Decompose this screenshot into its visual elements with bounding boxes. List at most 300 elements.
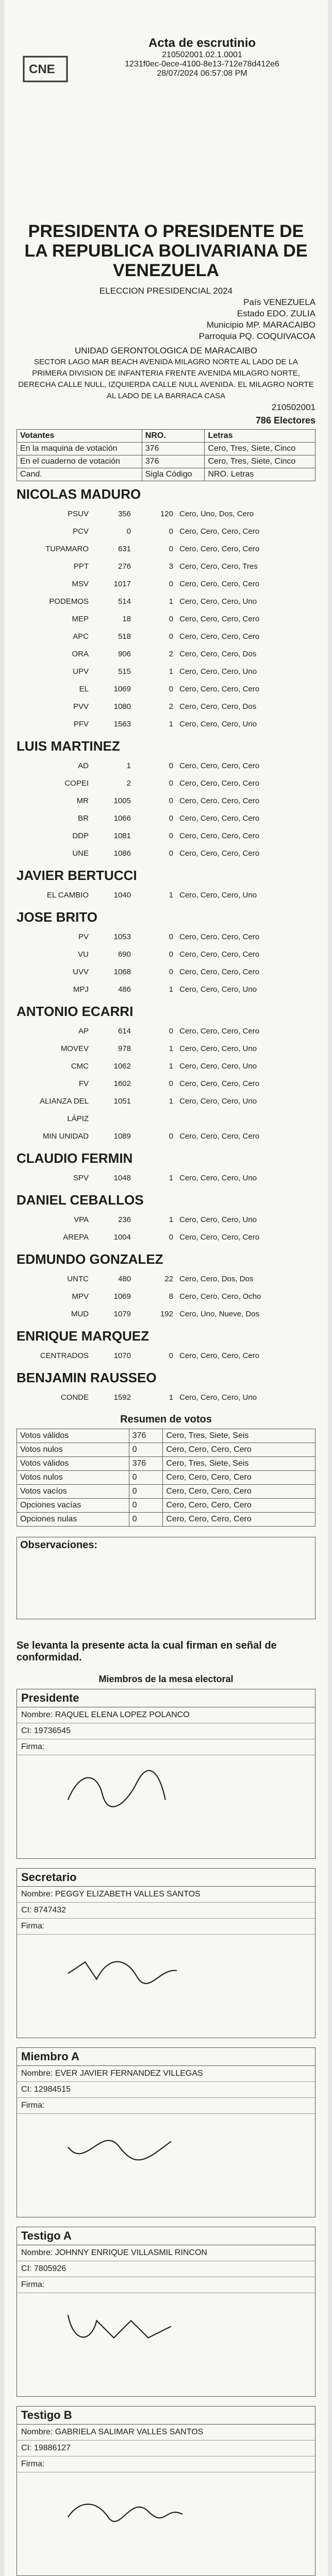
party-code: 1086 xyxy=(113,849,131,858)
estado: Estado EDO. ZULIA xyxy=(237,309,316,318)
party-code: 1089 xyxy=(113,1132,131,1141)
party-name: UNTC xyxy=(67,1275,89,1283)
party-row xyxy=(16,963,316,981)
party-row xyxy=(16,810,316,827)
party-votes-letters: Cero, Cero, Cero, Uno xyxy=(179,1174,257,1182)
party-code: 1004 xyxy=(113,1233,131,1242)
acta-meta xyxy=(89,36,316,78)
resumen-table xyxy=(16,1429,316,1527)
party-votes: 0 xyxy=(169,685,173,693)
candidates-list xyxy=(16,486,316,1406)
party-code: 0 xyxy=(126,527,131,536)
party-name: PVV xyxy=(73,702,89,711)
party-code: 2 xyxy=(126,779,131,788)
table-row xyxy=(17,1471,316,1485)
party-name: MOVEV xyxy=(60,1044,89,1053)
votantes-table xyxy=(16,429,316,481)
parroquia: Parroquia PQ. COQUIVACOA xyxy=(198,331,316,341)
acta-receipt xyxy=(4,0,328,2576)
party-votes-letters: Cero, Cero, Cero, Uno xyxy=(179,597,257,606)
acta-uuid: 1231f0ec-0ece-4100-8e13-712e78d412e6 xyxy=(125,60,279,69)
member-role: Testigo B xyxy=(17,2406,315,2425)
party-votes: 192 xyxy=(160,1310,173,1318)
party-votes-letters: Cero, Cero, Cero, Cero xyxy=(179,1027,260,1036)
party-name: DDP xyxy=(72,832,89,840)
member-block xyxy=(16,2406,316,2576)
party-code: 1005 xyxy=(113,796,131,805)
member-firma: Firma: xyxy=(17,1919,315,1935)
party-row xyxy=(16,540,316,558)
member-nombre: Nombre: EVER JAVIER FERNANDEZ VILLEGAS xyxy=(17,2066,315,2082)
party-row xyxy=(16,505,316,523)
party-code: 514 xyxy=(118,597,131,606)
municipio: Municipio MP. MARACAIBO xyxy=(206,320,316,330)
party-votes: 0 xyxy=(169,796,173,805)
party-name: PSUV xyxy=(68,510,89,518)
party-votes-letters: Cero, Cero, Cero, Uno xyxy=(179,985,257,994)
party-name: MPV xyxy=(72,1292,89,1301)
party-code: 480 xyxy=(118,1275,131,1283)
cell: 0 xyxy=(129,1471,163,1485)
party-row xyxy=(16,1347,316,1365)
party-votes: 1 xyxy=(169,985,173,994)
member-role: Secretario xyxy=(17,1869,315,1887)
candidate-name: JOSE BRITO xyxy=(16,909,98,925)
cell: Cero, Cero, Cero, Cero xyxy=(163,1443,316,1457)
party-votes-letters: Cero, Cero, Cero, Cero xyxy=(179,685,260,693)
party-row xyxy=(16,981,316,998)
party-row xyxy=(16,1128,316,1145)
member-ci: CI: 12984515 xyxy=(17,2082,315,2098)
party-row xyxy=(16,1170,316,1187)
candidate-name: ENRIQUE MARQUEZ xyxy=(16,1328,150,1344)
party-name: BR xyxy=(78,814,89,823)
table-row xyxy=(17,1457,316,1471)
party-votes-letters: Cero, Cero, Cero, Cero xyxy=(179,779,260,788)
party-name: PCV xyxy=(73,527,89,536)
signature-area xyxy=(17,2472,315,2575)
party-row xyxy=(16,628,316,646)
party-row xyxy=(16,1229,316,1246)
member-block xyxy=(16,1689,316,1859)
cell: Opciones nulas xyxy=(17,1513,129,1527)
table-row xyxy=(17,430,316,443)
acta-title: Acta de escrutinio xyxy=(148,36,256,50)
party-name: CMC xyxy=(71,1062,89,1071)
party-code: 690 xyxy=(118,950,131,959)
member-block xyxy=(16,1868,316,2038)
cell: Cand. xyxy=(17,468,142,481)
centro: UNIDAD GERONTOLOGICA DE MARACAIBO xyxy=(75,346,257,355)
party-code: 1068 xyxy=(113,968,131,976)
party-code: 18 xyxy=(122,615,131,623)
party-code: 1053 xyxy=(113,933,131,941)
party-votes-letters: Cero, Cero, Cero, Ocho xyxy=(179,1292,261,1301)
member-nombre: Nombre: PEGGY ELIZABETH VALLES SANTOS xyxy=(17,1887,315,1903)
party-code: 1563 xyxy=(113,720,131,728)
party-name: MPJ xyxy=(73,985,89,994)
party-votes-letters: Cero, Cero, Cero, Cero xyxy=(179,849,260,858)
party-votes-letters: Cero, Uno, Nueve, Dos xyxy=(179,1310,260,1318)
party-row xyxy=(16,611,316,628)
party-votes: 0 xyxy=(169,968,173,976)
cell: NRO. Letras xyxy=(205,468,316,481)
cell: Sigla Código xyxy=(142,468,205,481)
member-ci: CI: 8747432 xyxy=(17,1903,315,1919)
party-votes-letters: Cero, Cero, Cero, Tres xyxy=(179,562,258,571)
party-votes-letters: Cero, Cero, Dos, Dos xyxy=(179,1275,254,1283)
party-votes: 3 xyxy=(169,562,173,571)
party-row xyxy=(16,1389,316,1406)
party-row xyxy=(16,1058,316,1075)
party-row xyxy=(16,1040,316,1058)
eleccion: ELECCION PRESIDENCIAL 2024 xyxy=(99,286,233,296)
party-row xyxy=(16,593,316,611)
party-name: VPA xyxy=(74,1215,89,1224)
party-votes-letters: Cero, Cero, Cero, Cero xyxy=(179,950,260,959)
party-name: EL xyxy=(79,685,89,693)
party-votes-letters: Cero, Cero, Cero, Cero xyxy=(179,1233,260,1242)
party-row xyxy=(16,928,316,946)
candidate-name: BENJAMIN RAUSSEO xyxy=(16,1370,157,1385)
party-name: ORA xyxy=(72,650,89,658)
cell: NRO. xyxy=(142,430,205,443)
party-name: APC xyxy=(73,632,89,641)
party-votes-letters: Cero, Cero, Cero, Cero xyxy=(179,814,260,823)
miembros-title: Miembros de la mesa electoral xyxy=(98,1674,234,1684)
party-name: EL CAMBIO xyxy=(46,891,89,900)
candidate-name: ANTONIO ECARRI xyxy=(16,1004,134,1019)
codigo: 210502001 xyxy=(271,402,316,412)
party-row xyxy=(16,575,316,593)
cell: 0 xyxy=(129,1513,163,1527)
party-votes-letters: Cero, Cero, Cero, Cero xyxy=(179,580,260,588)
candidate-name: EDMUNDO GONZALEZ xyxy=(16,1251,163,1267)
party-code: 236 xyxy=(118,1215,131,1224)
table-row xyxy=(17,1513,316,1527)
pais: País VENEZUELA xyxy=(243,297,316,307)
member-block xyxy=(16,2047,316,2217)
party-row xyxy=(16,946,316,963)
cell: Cero, Cero, Cero, Cero xyxy=(163,1499,316,1513)
party-votes: 0 xyxy=(169,1027,173,1036)
party-votes: 120 xyxy=(160,510,173,518)
cell: Cero, Tres, Siete, Cinco xyxy=(205,455,316,468)
party-code: 1017 xyxy=(113,580,131,588)
party-votes-letters: Cero, Cero, Cero, Uno xyxy=(179,1044,257,1053)
member-ci: CI: 7805926 xyxy=(17,2261,315,2277)
party-votes: 1 xyxy=(169,1215,173,1224)
party-votes: 0 xyxy=(169,615,173,623)
table-row xyxy=(17,468,316,481)
member-firma: Firma: xyxy=(17,2456,315,2472)
party-votes-letters: Cero, Cero, Cero, Uno xyxy=(179,1215,257,1224)
member-role: Presidente xyxy=(17,1689,315,1707)
member-firma: Firma: xyxy=(17,2277,315,2293)
party-votes: 1 xyxy=(169,1174,173,1182)
party-votes-letters: Cero, Cero, Cero, Cero xyxy=(179,615,260,623)
candidate-name: JAVIER BERTUCCI xyxy=(16,868,137,883)
party-votes-letters: Cero, Cero, Cero, Cero xyxy=(179,968,260,976)
party-votes: 22 xyxy=(164,1275,173,1283)
party-code: 1070 xyxy=(113,1351,131,1360)
party-code: 518 xyxy=(118,632,131,641)
party-name: COPEI xyxy=(64,779,89,788)
party-code: 1051 xyxy=(113,1097,131,1106)
party-row xyxy=(16,1093,316,1128)
conformidad-note: Se levanta la presente acta la cual firman en señal de conformidad. xyxy=(16,1640,277,1663)
party-name: AP xyxy=(78,1027,89,1036)
party-code: 1592 xyxy=(113,1393,131,1402)
candidate-name: NICOLAS MADURO xyxy=(16,486,141,502)
party-name: CONDE xyxy=(60,1393,89,1402)
party-name: VU xyxy=(78,950,89,959)
party-row xyxy=(16,1023,316,1040)
party-row xyxy=(16,845,316,862)
cell: Cero, Cero, Cero, Cero xyxy=(163,1471,316,1485)
signature-icon xyxy=(58,2303,192,2355)
party-code: 1 xyxy=(126,761,131,770)
signature-icon xyxy=(58,1945,192,1996)
party-row xyxy=(16,681,316,698)
acta-header xyxy=(16,0,316,216)
party-name: CENTRADOS xyxy=(40,1351,89,1360)
signature-area xyxy=(17,1755,315,1858)
party-votes-letters: Cero, Cero, Cero, Cero xyxy=(179,1132,260,1141)
party-name: TUPAMARO xyxy=(45,545,89,553)
party-votes: 0 xyxy=(169,761,173,770)
cell: Votantes xyxy=(17,430,142,443)
party-votes-letters: Cero, Cero, Cero, Uno xyxy=(179,1097,257,1106)
party-code: 614 xyxy=(118,1027,131,1036)
party-name: MR xyxy=(76,796,89,805)
party-row xyxy=(16,1211,316,1229)
cell: Votos nulos xyxy=(17,1443,129,1457)
party-votes: 1 xyxy=(169,1044,173,1053)
party-votes-letters: Cero, Cero, Cero, Uno xyxy=(179,1062,257,1071)
acta-datetime: 28/07/2024 06:57:08 PM xyxy=(157,69,247,78)
party-votes: 0 xyxy=(169,849,173,858)
member-nombre: Nombre: RAQUEL ELENA LOPEZ POLANCO xyxy=(17,1707,315,1723)
cne-logo-icon xyxy=(22,52,69,88)
cell: Votos válidos xyxy=(17,1429,129,1443)
cell: Letras xyxy=(205,430,316,443)
party-code: 1069 xyxy=(113,1292,131,1301)
member-nombre: Nombre: GABRIELA SALIMAR VALLES SANTOS xyxy=(17,2425,315,2441)
party-votes-letters: Cero, Cero, Cero, Cero xyxy=(179,832,260,840)
party-votes: 0 xyxy=(169,814,173,823)
party-code: 1079 xyxy=(113,1310,131,1318)
member-ci: CI: 19736545 xyxy=(17,1723,315,1739)
party-row xyxy=(16,698,316,716)
party-votes: 0 xyxy=(169,545,173,553)
signature-area xyxy=(17,1935,315,2038)
election-title: PRESIDENTA O PRESIDENTE DE LA REPUBLICA BOLIVARIANA DE VENEZUELA xyxy=(24,222,308,280)
cell: 376 xyxy=(142,443,205,455)
cell: Votos nulos xyxy=(17,1471,129,1485)
signature-icon xyxy=(58,2483,192,2534)
member-firma: Firma: xyxy=(17,1739,315,1755)
electores: 786 Electores xyxy=(255,415,316,426)
cell: 376 xyxy=(142,455,205,468)
party-votes: 2 xyxy=(169,702,173,711)
party-votes: 1 xyxy=(169,891,173,900)
party-name: MSV xyxy=(72,580,89,588)
member-role: Testigo A xyxy=(17,2227,315,2245)
party-votes-letters: Cero, Cero, Cero, Cero xyxy=(179,933,260,941)
party-name: UPV xyxy=(73,667,89,676)
members-list xyxy=(16,1689,316,2576)
party-row xyxy=(16,1306,316,1323)
observaciones-box xyxy=(16,1537,316,1619)
party-code: 1040 xyxy=(113,891,131,900)
party-votes-letters: Cero, Cero, Cero, Uno xyxy=(179,667,257,676)
party-name: PV xyxy=(78,933,89,941)
party-row xyxy=(16,1075,316,1093)
party-votes-letters: Cero, Cero, Cero, Dos xyxy=(179,650,257,658)
cell: Votos vacíos xyxy=(17,1485,129,1499)
table-row xyxy=(17,1485,316,1499)
party-votes: 0 xyxy=(169,632,173,641)
party-votes: 1 xyxy=(169,720,173,728)
party-row xyxy=(16,827,316,845)
party-row xyxy=(16,1288,316,1306)
party-row xyxy=(16,663,316,681)
party-votes: 1 xyxy=(169,597,173,606)
party-code: 486 xyxy=(118,985,131,994)
candidate-name: CLAUDIO FERMIN xyxy=(16,1150,133,1166)
member-ci: CI: 19886127 xyxy=(17,2441,315,2456)
table-row xyxy=(17,1429,316,1443)
cell: 376 xyxy=(129,1457,163,1471)
party-votes-letters: Cero, Cero, Cero, Uno xyxy=(179,891,257,900)
member-nombre: Nombre: JOHNNY ENRIQUE VILLASMIL RINCON xyxy=(17,2245,315,2261)
party-votes: 0 xyxy=(169,1351,173,1360)
party-votes-letters: Cero, Cero, Cero, Dos xyxy=(179,702,257,711)
party-votes: 2 xyxy=(169,650,173,658)
table-row xyxy=(17,1499,316,1513)
svg-text:CNE: CNE xyxy=(29,62,55,76)
cell: Votos válidos xyxy=(17,1457,129,1471)
candidate-name: LUIS MARTINEZ xyxy=(16,738,120,754)
party-votes: 0 xyxy=(169,1233,173,1242)
party-code: 1069 xyxy=(113,685,131,693)
party-votes-letters: Cero, Cero, Cero, Cero xyxy=(179,1351,260,1360)
party-votes: 0 xyxy=(169,1132,173,1141)
party-name: FV xyxy=(78,1079,89,1088)
party-votes: 8 xyxy=(169,1292,173,1301)
acta-id: 210502001.02.1.0001 xyxy=(162,50,242,59)
cell: En la maquina de votación xyxy=(17,443,142,455)
party-row xyxy=(16,775,316,792)
cell: 376 xyxy=(129,1429,163,1443)
party-row xyxy=(16,757,316,775)
party-name: AREPA xyxy=(63,1233,89,1242)
party-votes: 0 xyxy=(169,950,173,959)
party-code: 1066 xyxy=(113,814,131,823)
party-code: 1081 xyxy=(113,832,131,840)
cell: Cero, Cero, Cero, Cero xyxy=(163,1513,316,1527)
party-name: AD xyxy=(78,761,89,770)
candidate-name: DANIEL CEBALLOS xyxy=(16,1192,144,1208)
party-votes: 1 xyxy=(169,1062,173,1071)
party-name: MIN UNIDAD xyxy=(42,1132,89,1141)
party-code: 515 xyxy=(118,667,131,676)
party-code: 978 xyxy=(118,1044,131,1053)
cell: 0 xyxy=(129,1485,163,1499)
party-name: UVV xyxy=(73,968,89,976)
party-votes-letters: Cero, Cero, Cero, Cero xyxy=(179,796,260,805)
cell: 0 xyxy=(129,1499,163,1513)
party-votes: 0 xyxy=(169,1079,173,1088)
observaciones-label: Observaciones: xyxy=(20,1539,98,1551)
party-name: ALIANZA DEL LÁPIZ xyxy=(39,1097,89,1123)
direccion: SECTOR LAGO MAR BEACH AVENIDA MILAGRO NORTE AL LADO DE LA PRIMERA DIVISION DE INFANTERIA FRENTE AVENIDA MILAGRO NORTE, DERECHA CALLE NULL, IZQUIERDA CALLE NULL AVENIDA. EL MILAGRO NORTE AL LADO DE LA BARRACA CASA xyxy=(18,358,314,400)
cell: Cero, Tres, Siete, Seis xyxy=(163,1429,316,1443)
table-row xyxy=(17,443,316,455)
party-votes: 0 xyxy=(169,933,173,941)
party-votes: 0 xyxy=(169,580,173,588)
party-row xyxy=(16,558,316,575)
cell: Cero, Cero, Cero, Cero xyxy=(163,1485,316,1499)
signature-icon xyxy=(58,1766,192,1817)
cell: Cero, Tres, Siete, Seis xyxy=(163,1457,316,1471)
party-name: MUD xyxy=(71,1310,89,1318)
signature-area xyxy=(17,2293,315,2396)
party-votes-letters: Cero, Cero, Cero, Uno xyxy=(179,1393,257,1402)
party-code: 1062 xyxy=(113,1062,131,1071)
party-name: PFV xyxy=(73,720,89,728)
party-code: 276 xyxy=(118,562,131,571)
party-name: PODEMOS xyxy=(49,597,89,606)
member-block xyxy=(16,2227,316,2397)
party-name: UNE xyxy=(72,849,89,858)
party-votes: 0 xyxy=(169,832,173,840)
party-votes: 0 xyxy=(169,527,173,536)
member-firma: Firma: xyxy=(17,2098,315,2114)
party-votes: 0 xyxy=(169,779,173,788)
party-votes: 1 xyxy=(169,1097,173,1106)
cell: 0 xyxy=(129,1443,163,1457)
party-votes-letters: Cero, Cero, Cero, Cero xyxy=(179,632,260,641)
party-code: 906 xyxy=(118,650,131,658)
party-votes-letters: Cero, Cero, Cero, Cero xyxy=(179,545,260,553)
cell: Cero, Tres, Siete, Cinco xyxy=(205,443,316,455)
signature-area xyxy=(17,2114,315,2217)
table-row xyxy=(17,1443,316,1457)
party-row xyxy=(16,792,316,810)
party-code: 1080 xyxy=(113,702,131,711)
cell: Opciones vacías xyxy=(17,1499,129,1513)
resumen-title: Resumen de votos xyxy=(120,1414,212,1425)
party-votes: 1 xyxy=(169,1393,173,1402)
party-row xyxy=(16,887,316,904)
party-row xyxy=(16,646,316,663)
member-role: Miembro A xyxy=(17,2048,315,2066)
party-row xyxy=(16,716,316,733)
party-votes: 1 xyxy=(169,667,173,676)
party-code: 631 xyxy=(118,545,131,553)
party-code: 1602 xyxy=(113,1079,131,1088)
signature-icon xyxy=(58,2124,192,2176)
party-name: MEP xyxy=(72,615,89,623)
party-name: PPT xyxy=(73,562,89,571)
party-name: SPV xyxy=(73,1174,89,1182)
party-votes-letters: Cero, Cero, Cero, Cero xyxy=(179,1079,260,1088)
party-votes-letters: Cero, Uno, Dos, Cero xyxy=(179,510,254,518)
party-votes-letters: Cero, Cero, Cero, Cero xyxy=(179,761,260,770)
party-row xyxy=(16,523,316,540)
